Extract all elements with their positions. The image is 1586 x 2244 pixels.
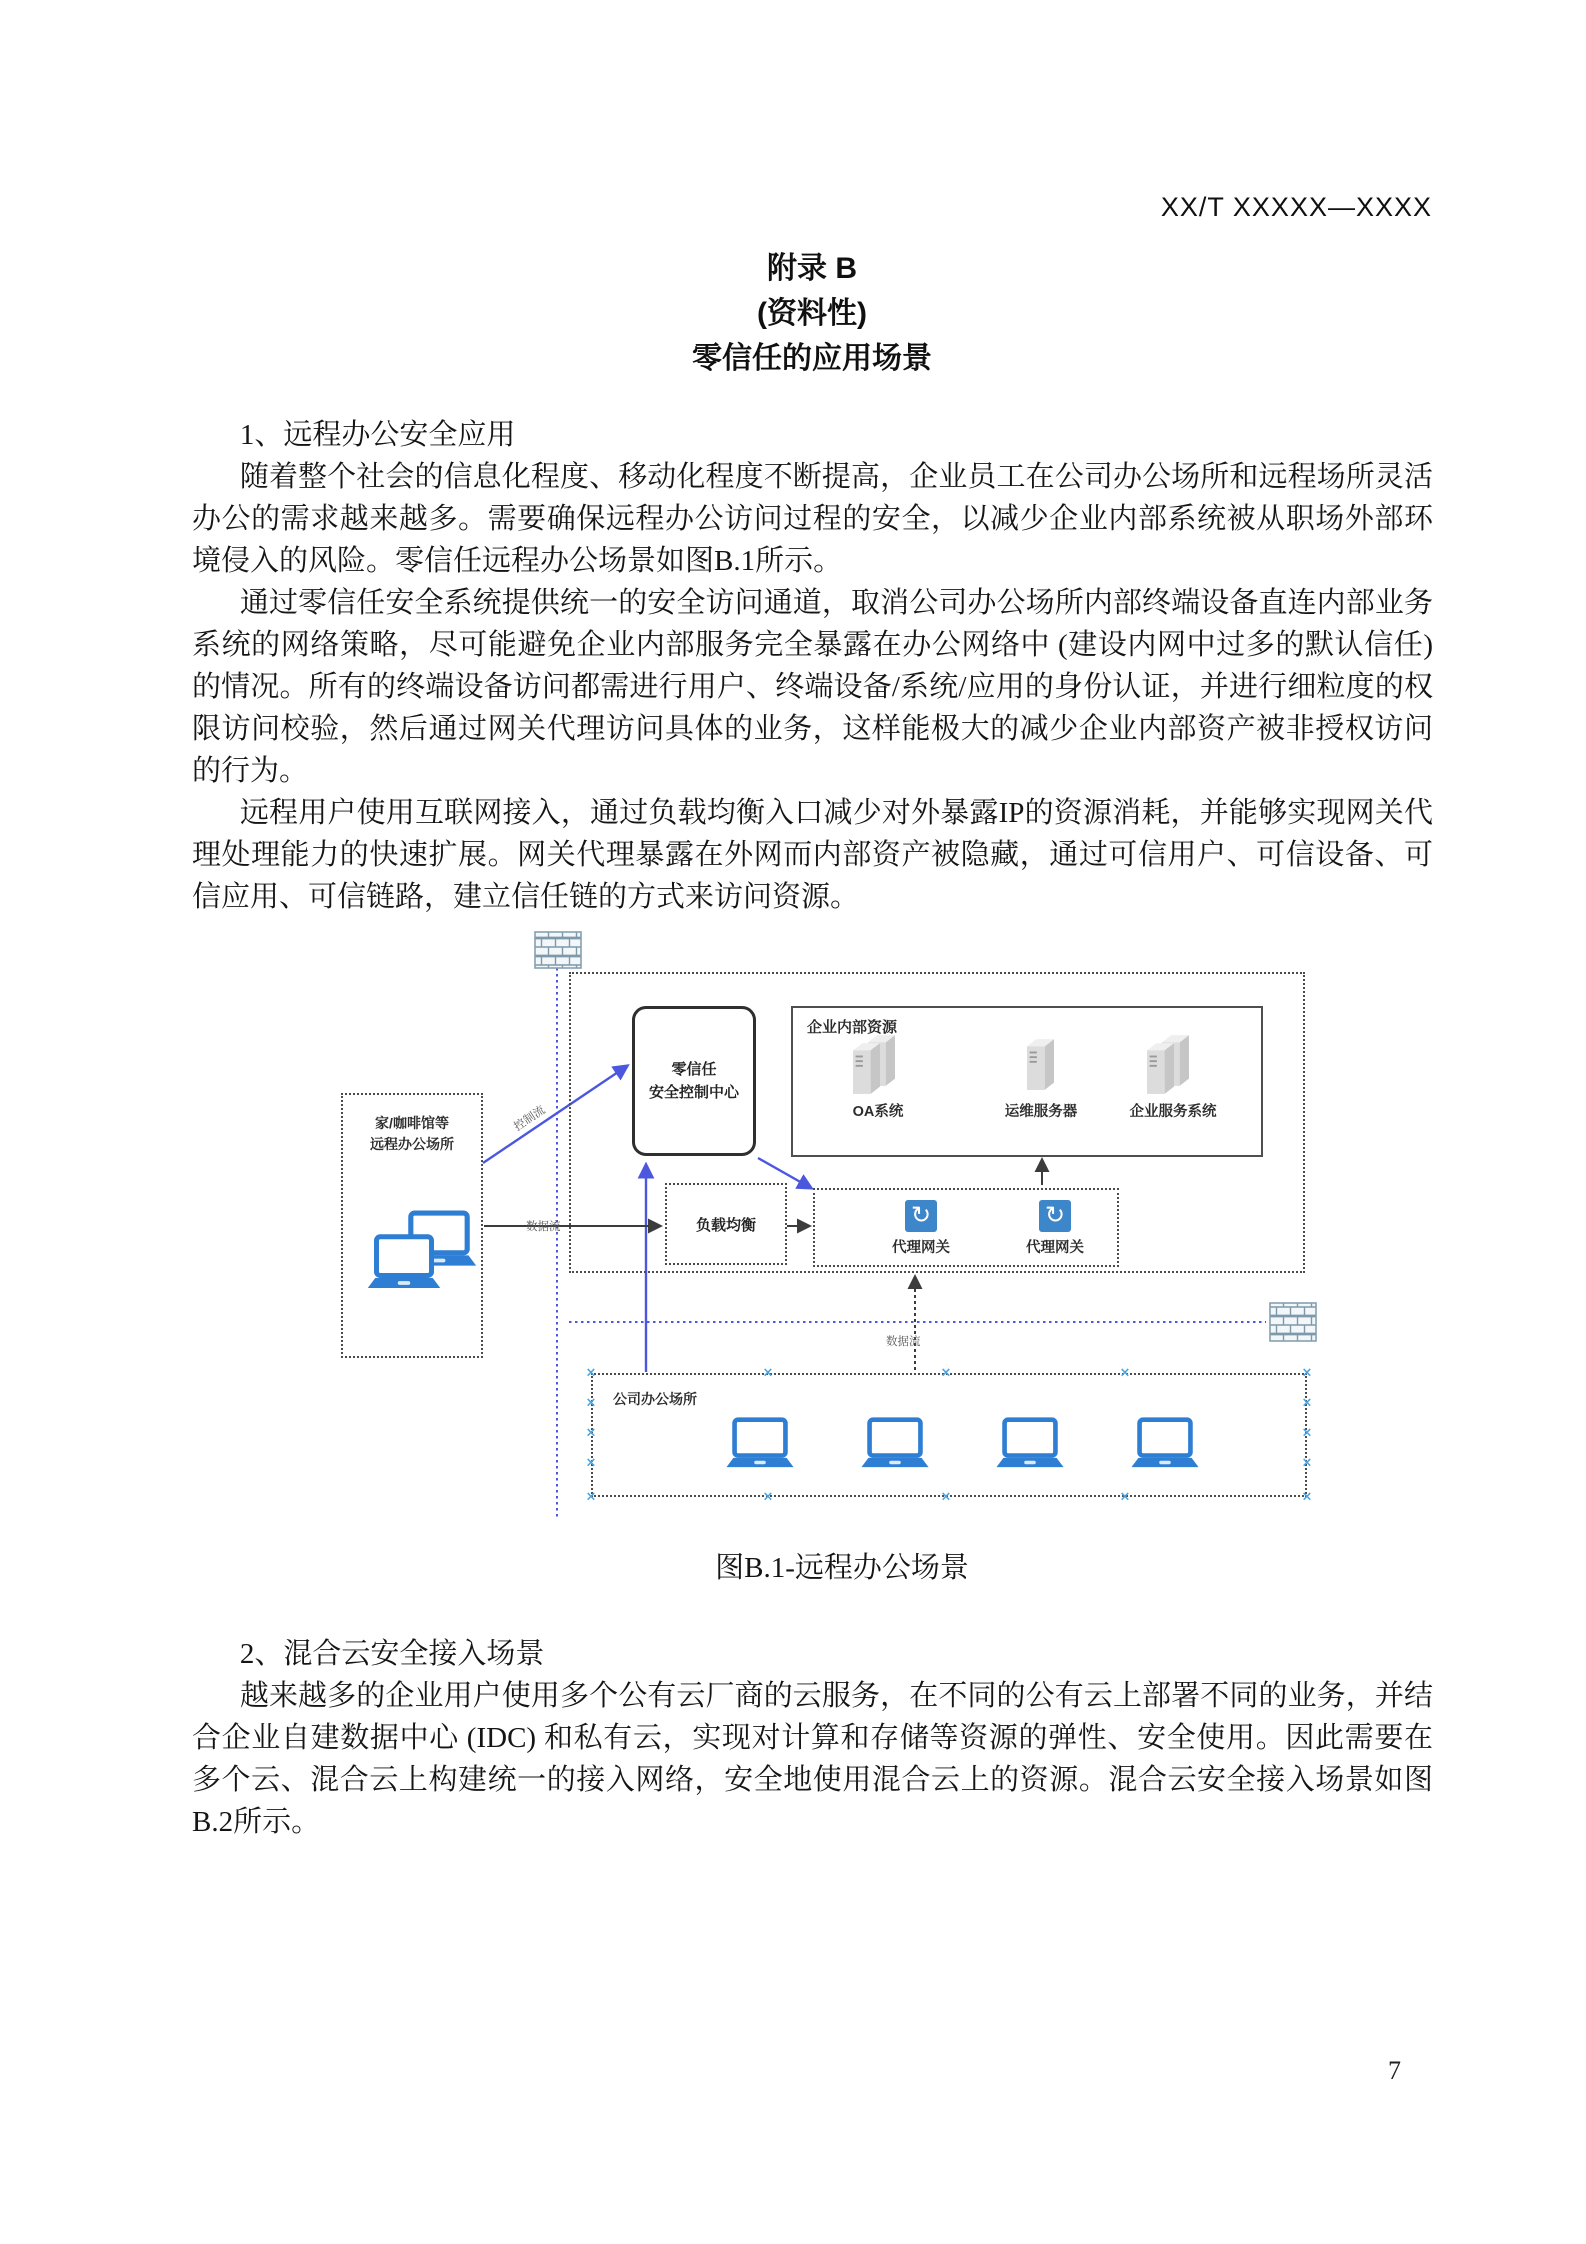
selection-handle-icon: × <box>1119 1489 1131 1505</box>
selection-handle-icon: × <box>585 1395 597 1411</box>
selection-handle-icon: × <box>585 1365 597 1381</box>
selection-handle-icon: × <box>585 1425 597 1441</box>
selection-handle-icon: × <box>1301 1395 1313 1411</box>
sync-glyph: ↻ <box>1044 1201 1066 1229</box>
server-label: OA系统 <box>852 1104 904 1120</box>
section-1 <box>192 414 1433 918</box>
selection-handle-icon: × <box>1301 1489 1313 1505</box>
figure-caption: 图B.1-远程办公场景 <box>715 1552 969 1584</box>
control-flow-label: 控制流 <box>512 1104 548 1134</box>
proxy-gateway-label: 代理网关 <box>1026 1240 1084 1256</box>
server-label: 运维服务器 <box>1004 1104 1078 1120</box>
selection-handle-icon: × <box>1119 1365 1131 1381</box>
enterprise-resources-label: 企业内部资源 <box>807 1019 898 1036</box>
zero-trust-control-center-box <box>632 1006 756 1156</box>
subject-title: 零信任的应用场景 <box>692 342 932 375</box>
proxy-gateway-label: 代理网关 <box>892 1240 950 1256</box>
remote-office-label: 远程办公场所 <box>370 1136 454 1152</box>
informative-subtitle: (资料性) <box>757 297 867 330</box>
section-2-paragraph: 越来越多的企业用户使用多个公有云厂商的云服务，在不同的公有云上部署不同的业务，并结合企业自建数据中心 (IDC) 和私有云，实现对计算和存储等资源的弹性、安全使用。因此需要在多个云、混合云上构建统一的接入网络，安全地使用混合云上的资源。混合云安全接入场景如图B.2所示。 <box>192 1680 1433 1838</box>
selection-handle-icon: × <box>940 1489 952 1505</box>
remote-office-label: 家/咖啡馆等 <box>375 1115 449 1131</box>
selection-handle-icon: × <box>585 1489 597 1505</box>
figure-b1-diagram <box>300 920 1330 1535</box>
control-center-label: 安全控制中心 <box>648 1084 739 1101</box>
selection-handle-icon: × <box>1301 1455 1313 1471</box>
section-2-heading: 2、混合云安全接入场景 <box>239 1638 545 1670</box>
data-flow-label: 数据流 <box>886 1336 921 1348</box>
server-label: 企业服务系统 <box>1129 1104 1217 1120</box>
load-balancer-box <box>665 1183 787 1265</box>
selection-handle-icon: × <box>1301 1425 1313 1441</box>
page-number: 7 <box>1388 2056 1401 2085</box>
selection-handle-icon: × <box>762 1365 774 1381</box>
control-center-label: 零信任 <box>671 1061 717 1078</box>
proxy-gateway-icon <box>905 1200 937 1232</box>
title-block <box>192 246 1432 381</box>
company-office-label: 公司办公场所 <box>613 1391 697 1407</box>
selection-handle-icon: × <box>762 1489 774 1505</box>
section-1-paragraph: 远程用户使用互联网接入，通过负载均衡入口减少对外暴露IP的资源消耗，并能够实现网关代理处理能力的快速扩展。网关代理暴露在外网而内部资产被隐藏，通过可信用户、可信设备、可信应用、可信链路，建立信任链的方式来访问资源。 <box>192 797 1433 913</box>
appendix-title: 附录 B <box>767 252 857 285</box>
section-1-heading: 1、远程办公安全应用 <box>239 419 516 451</box>
section-1-paragraph: 通过零信任安全系统提供统一的安全访问通道，取消公司办公场所内部终端设备直连内部业务系统的网络策略，尽可能避免企业内部服务完全暴露在办公网络中 (建设内网中过多的默认信任) 的情况。所有的终端设备访问都需进行用户、终端设备/系统/应用的身份认证，并进行细粒度的权限访问校验，然后通过网关代理访问具体的业务，这样能极大的减少企业内部资产被非授权访问的行为。 <box>192 587 1433 787</box>
firewall-icon <box>535 932 581 968</box>
load-balancer-label: 负载均衡 <box>695 1216 756 1234</box>
sync-glyph: ↻ <box>910 1201 932 1229</box>
selection-handle-icon: × <box>940 1365 952 1381</box>
firewall-icon <box>1270 1303 1316 1341</box>
proxy-gateway-icon <box>1039 1200 1071 1232</box>
section-1-paragraph: 随着整个社会的信息化程度、移动化程度不断提高，企业员工在公司办公场所和远程场所灵活办公的需求越来越多。需要确保远程办公访问过程的安全，以减少企业内部系统被从职场外部环境侵入的风险。零信任远程办公场景如图B.1所示。 <box>192 461 1433 577</box>
section-2 <box>192 1633 1433 1843</box>
selection-handle-icon: × <box>585 1455 597 1471</box>
doc-code-header: XX/T XXXXX—XXXX <box>1160 192 1432 222</box>
selection-handle-icon: × <box>1301 1365 1313 1381</box>
company-office-box <box>591 1373 1307 1497</box>
data-flow-label: 数据流 <box>526 1221 561 1233</box>
